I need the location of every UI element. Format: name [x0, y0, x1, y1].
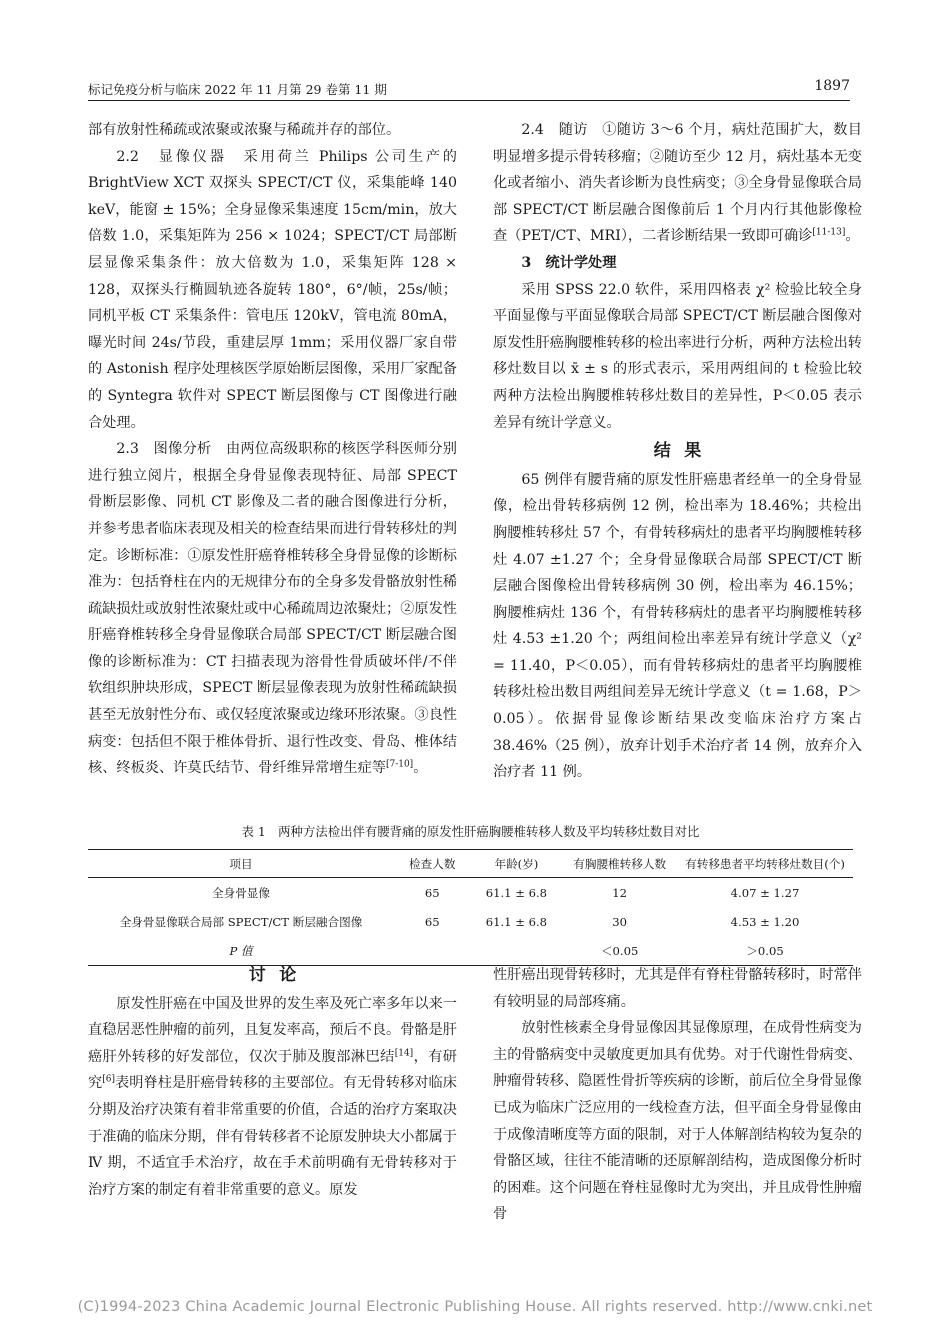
col-header: 有转移患者平均转移灶数目(个)	[685, 856, 845, 871]
paragraph-text: 原发性肝癌在中国及世界的发生率及死亡率多年以来一直稳居恶性肿瘤的前列，且复发率高，预后不良。骨骼是肝癌肝外转移的好发部位，仅次于肺及腹部淋巴结	[88, 995, 457, 1065]
table-cell: ＜0.05	[600, 943, 639, 958]
journal-info: 标记免疫分析与临床 2022 年 11 月第 29 卷第 11 期	[88, 82, 387, 97]
citation: [7-10]	[385, 759, 414, 770]
discussion-paragraph	[88, 991, 457, 1204]
table-cell: ＞0.05	[746, 943, 784, 958]
paragraph: 部有放射性稀疏或浓聚或浓聚与稀疏并存的部位。	[88, 122, 401, 138]
right-column	[493, 117, 862, 786]
table-header-row	[88, 850, 853, 878]
table-cell: 65	[424, 914, 440, 929]
discussion-heading: 讨论	[248, 965, 310, 985]
section-2-4	[493, 117, 862, 250]
paragraph-text: 2.4 随访 ①随访 3～6 个月，病灶范围扩大，数目明显增多提示骨转移瘤；②随访至少 12 月，病灶基本无变化或者缩小、消失者诊断为良性病变；③全身骨显像联合局部 SPECT/CT 断层融合图像前后 1 个月内行其他影像检查（PET/CT、MRI），二者诊断结果一致即可确诊	[493, 122, 862, 245]
col-header: 项目	[229, 856, 253, 871]
table-cell: 65	[424, 885, 440, 900]
discussion-paragraph-2: 放射性核素全身骨显像因其显像原理，在成骨性病变为主的骨骼病变中灵敏度更加具有优势。对于代谢性骨病变、肿瘤骨转移、隐匿性骨折等疾病的诊断，前后位全身骨显像已成为临床广泛应用的一线检查方法，但平面全身骨显像由于成像清晰度等方面的限制，对于人体解剖结构较为复杂的骨骼区域，往往不能清晰的还原解剖结构，造成图像分析时的困难。这个问题在脊柱显像时尤为突出，并且成骨性肿瘤骨	[493, 1020, 862, 1223]
discussion-continued: 性肝癌出现骨转移时，尤其是伴有脊柱骨骼转移时，时常伴有较明显的局部疼痛。	[493, 967, 862, 1010]
table-cell: 全身骨显像	[212, 885, 270, 900]
table-row	[88, 907, 853, 936]
statistics-paragraph: 采用 SPSS 22.0 软件，采用四格表 χ² 检验比较全身平面显像与平面显像联合局部 SPECT/CT 断层融合图像对原发性肝癌胸腰椎转移的检出率进行分析，两种方法检出转移灶数目以 x̄ ± s 的形式表示，采用两组间的 t 检验比较两种方法检出胸腰椎转移灶数目的差异性，P＜0.05 表示差异有统计学意义。	[493, 281, 862, 431]
table-cell: 4.53 ± 1.20	[730, 914, 800, 929]
col-header: 年龄(岁)	[494, 856, 539, 871]
page-number: 1897	[814, 78, 850, 94]
paragraph-end: 。	[413, 760, 428, 777]
left-column	[88, 117, 457, 782]
paragraph-text: 表明脊柱是肝癌骨转移的主要部位。有无骨转移对临床分期及治疗决策有着非常重要的价值，合适的治疗方案取决于准确的临床分期，伴有骨转移者不论原发肿块大小都属于 Ⅳ 期，不适宜手术治疗，故在手术前明确有无骨转移对于治疗方案的制定有着非常重要的意义。原发	[88, 1075, 457, 1198]
results-heading: 结果	[653, 441, 715, 462]
table-cell: 61.1 ± 6.8	[485, 885, 548, 900]
citation: [14]	[394, 1048, 414, 1059]
section-3-title: 3 统计学处理	[521, 254, 617, 271]
section-2-3	[88, 436, 457, 782]
paragraph-text: 2.3 图像分析 由两位高级职称的核医学科医师分别进行独立阅片，根据全身骨显像表现特征、局部 SPECT 骨断层影像、同机 CT 影像及二者的融合图像进行分析，并参考患者临床表现及相关的检查结果而进行骨转移灶的判定。诊断标准：①原发性肝癌脊椎转移全身骨显像的诊断标准为：包括脊柱在内的无规律分布的全身多发骨骼放射性稀疏缺损灶或放射性浓聚灶或中心稀疏周边浓聚灶；②原发性肝癌脊椎转移全身骨显像联合局部 SPECT/CT 断层融合图像的诊断标准为：CT 扫描表现为溶骨性骨质破坏伴/不伴软组织肿块形成，SPECT 断层显像表现为放射性稀疏缺损甚至无放射性分布、或仅轻度浓聚或边缘环形浓聚。③良性病变：包括但不限于椎体骨折、退行性改变、骨岛、椎体结核、终板炎、许莫氏结节、骨纤维异常增生症等	[88, 441, 457, 777]
table-row	[88, 878, 853, 908]
paragraph-end: 。	[845, 228, 860, 245]
col-header: 有胸腰椎转移人数	[573, 856, 667, 871]
table-cell: 30	[612, 914, 628, 929]
citation: [11-13]	[812, 227, 846, 238]
table-caption: 表 1 两种方法检出伴有腰背痛的原发性肝癌胸腰椎转移人数及平均转移灶数目对比	[241, 824, 700, 839]
running-header	[88, 78, 850, 101]
table-cell: 全身骨显像联合局部 SPECT/CT 断层融合图像	[119, 914, 363, 929]
copyright-footer: (C)1994-2023 China Academic Journal Electronic Publishing House. All rights reserved. http://www.cnki.net	[77, 1299, 873, 1315]
right-column-bottom	[493, 962, 862, 1228]
left-column-bottom	[88, 962, 457, 1203]
table-cell: 61.1 ± 6.8	[485, 914, 548, 929]
table-cell: P 值	[229, 943, 253, 958]
paragraph-text: ，有研究	[88, 1048, 457, 1092]
col-header: 检查人数	[409, 856, 456, 871]
citation: [6]	[102, 1074, 115, 1085]
table-cell: 4.07 ± 1.27	[730, 885, 800, 900]
results-paragraph: 65 例伴有腰背痛的原发性肝癌患者经单一的全身骨显像，检出骨转移病例 12 例，检出率为 18.46%；共检出胸腰椎转移灶 57 个，有骨转移病灶的患者平均胸腰椎转移灶 4.07 ±1.27 个；全身骨显像联合局部 SPECT/CT 断层融合图像检出骨转移病例 30 例，检出率为 46.15%；胸腰椎病灶 136 个，有骨转移病灶的患者平均胸腰椎转移灶 4.53 ±1.20 个；两组间检出率差异有统计学意义（χ² = 11.40，P＜0.05），而有骨转移病灶的患者平均胸腰椎转移灶检出数目两组间差异无统计学意义（t = 1.68，P＞0.05）。依据骨显像诊断结果改变临床治疗方案占 38.46%（25 例），放弃计划手术治疗者 14 例，放弃介入治疗者 11 例。	[493, 471, 862, 781]
table-1	[88, 822, 853, 966]
comparison-table	[88, 849, 853, 966]
table-cell: 12	[612, 885, 628, 900]
section-2-2: 2.2 显像仪器 采用荷兰 Philips 公司生产的 BrightView XCT 双探头 SPECT/CT 仪，采集能峰 140 keV，能窗 ± 15%；全身显像采集速度 15cm/min，放大倍数 1.0，采集矩阵为 256 × 1024；SPECT/CT 局部断层显像采集条件：放大倍数为 1.0，采集矩阵 128 × 128，双探头行椭圆轨迹各旋转 180°，6°/帧，25s/帧；同机平板 CT 采集条件：管电压 120kV，管电流 80mA，曝光时间 24s/节段，重建层厚 1mm；采用仪器厂家自带的 Astonish 程序处理核医学原始断层图像，采用厂家配备的 Syntegra 软件对 SPECT 断层图像与 CT 图像进行融合处理。	[88, 148, 457, 431]
